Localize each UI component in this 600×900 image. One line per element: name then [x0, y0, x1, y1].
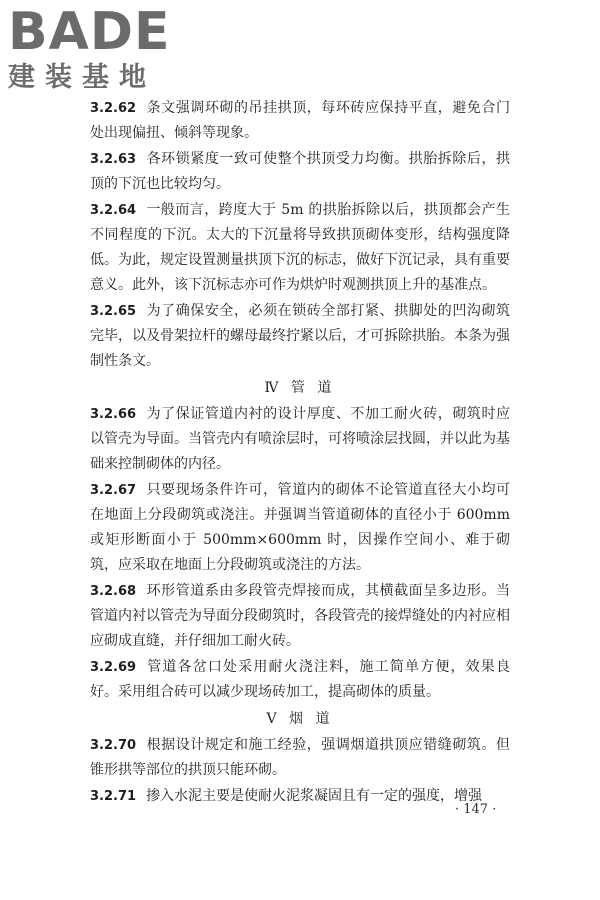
clause-number: 3.2.70	[90, 738, 137, 753]
clause-text: 管道各岔口处采用耐火浇注料，施工简单方便，效果良好。采用组合砖可以减少现场砖加工，提高砌体的质量。	[90, 659, 510, 700]
clause-text: 只要现场条件许可，管道内的砌体不论管道直径大小均可在地面上分段砌筑或浇注。并强调当管道砌体的直径小于 600mm 或矩形断面小于 500mm×600mm 时，因操作空间小、难于砌筑，应采取在地面上分段砌筑或浇注的方法。	[90, 482, 510, 573]
clause-text: 条文强调环砌的吊挂拱顶，每环砖应保持平直，避免合门处出现偏扭、倾斜等现象。	[90, 100, 510, 141]
clause-text: 环形管道系由多段管壳焊接而成，其横截面呈多边形。当管道内衬以管壳为导面分段砌筑时，各段管壳的接焊缝处的内衬应相应砌成直缝，并仔细加工耐火砖。	[90, 583, 510, 649]
clause-text: 各环锁紧度一致可使整个拱顶受力均衡。拱胎拆除后，拱顶的下沉也比较均匀。	[90, 151, 510, 192]
logo-subtitle: 建装基地	[8, 62, 156, 93]
logo-wordmark: BADE	[8, 2, 171, 62]
clause-paragraph	[90, 655, 510, 705]
clause-text: 为了保证管道内衬的设计厚度、不加工耐火砖，砌筑时应以管壳为导面。当管壳内有喷涂层时，可将喷涂层找圆，并以此为基础来控制砌体的内径。	[90, 406, 510, 472]
clause-text: 根据设计规定和施工经验，强调烟道拱顶应错缝砌筑。但锥形拱等部位的拱顶只能环砌。	[90, 737, 510, 778]
clause-number: 3.2.66	[90, 407, 137, 422]
clause-paragraph	[90, 147, 510, 197]
clause-paragraph	[90, 96, 510, 146]
clause-paragraph	[90, 402, 510, 477]
clause-text: 一般而言，跨度大于 5m 的拱胎拆除以后，拱顶都会产生不同程度的下沉。太大的下沉量将导致拱顶砌体变形，结构强度降低。为此，规定设置测量拱顶下沉的标志，做好下沉记录，具有重要意义。此外，该下沉标志亦可作为烘炉时观测拱顶上升的基准点。	[90, 202, 510, 293]
clause-paragraph	[90, 299, 510, 374]
clause-paragraph	[90, 733, 510, 783]
clause-number: 3.2.62	[90, 101, 137, 116]
clause-number: 3.2.65	[90, 304, 137, 319]
section-heading: Ⅳ 管 道	[264, 380, 336, 396]
clause-number: 3.2.69	[90, 660, 137, 675]
clause-text: 为了确保安全，必须在锁砖全部打紧、拱脚处的凹沟砌筑完毕，以及骨架拉杆的螺母最终拧紧以后，才可拆除拱胎。本条为强制性条文。	[90, 303, 510, 369]
clause-number: 3.2.68	[90, 584, 137, 599]
bade-logo	[8, 2, 178, 98]
clause-text: 掺入水泥主要是使耐火泥浆凝固且有一定的强度，增强	[146, 788, 483, 804]
clause-number: 3.2.67	[90, 483, 137, 498]
clause-paragraph	[90, 478, 510, 578]
clause-number: 3.2.71	[90, 789, 137, 804]
clause-paragraph	[90, 784, 510, 809]
clause-number: 3.2.64	[90, 203, 137, 218]
clause-number: 3.2.63	[90, 152, 137, 167]
clause-paragraph	[90, 198, 510, 298]
page-number: · 147 ·	[455, 802, 497, 817]
clause-paragraph	[90, 579, 510, 654]
document-body	[90, 96, 510, 810]
section-heading: Ⅴ 烟 道	[266, 711, 334, 727]
